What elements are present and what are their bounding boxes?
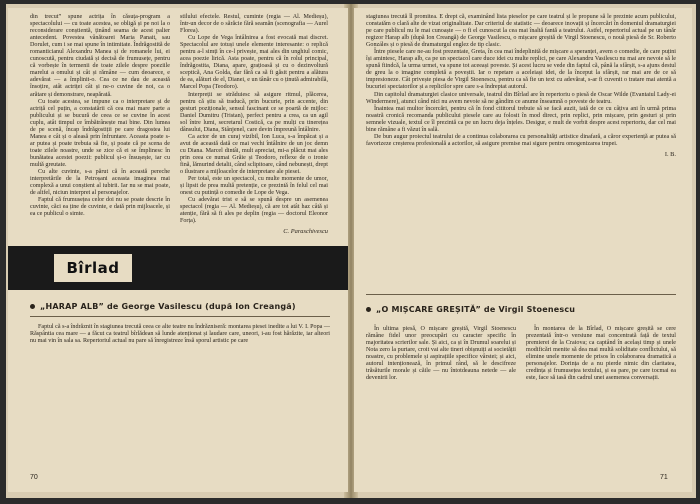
page-number: 71 — [660, 474, 668, 481]
right-top-paragraph: Înaintea mai multor încercări, pentru că în fond cititorul trebuie să se facă auzit, iată de ce cu câțiva ani în urmă prima noastră cronică recomanda publicului piesele care au folosit în mod direct, prin replici, prin mișcare, prin gesturi și prin semnele vizuale, textul ce îl prezintă ca pe un lucru deja înțeles. Desigur, e mult de vorbit despre acest repertoriu, dar cel mai bine rămâne a fi văzut în sală. — [366, 105, 676, 133]
right-bottom-column-1 — [366, 326, 516, 382]
bullet-icon — [30, 304, 35, 309]
left-col2-paragraph: Ca actor de un curaj vizibil, Ion Luca, s-a împăcat și a avut de această dată ce mai vechi întâlnire de un joc demn cu Diana. Marcel dintâi, mult apreciat, mi-a plăcut mai ales prin ceea ce numai Grăie și Teodoro, reflexe de o ironie fină, lămurind detalii, când sclipitoare, când nebunești, drept o ilustrare a mijloacelor de interpretare ale piesei. — [180, 133, 328, 176]
author-signature: I. B. — [664, 150, 676, 158]
right-top-paragraph: Din capitolul dramaturgiei clasice universale, teatrul din Bîrlad are în repertoriu o piesă de Oscar Wilde (Evantaiul Lady-ei Windermere), atunci când nici nu avem nevoie să ne gândim ce anume înseamnă o poveste de teatru. — [366, 91, 676, 105]
section-title: Bîrlad — [54, 254, 132, 282]
article-title-text: „O MIȘCARE GREȘITĂ” de Virgil Stoenescu — [376, 305, 576, 314]
left-bottom-paragraph: Faptul că s-a îndrăznit în stagiunea trecută ceea ce alte teatre nu îndrăzniseră: montarea piesei inedite a lui V. I. Popa — Răspântia cea mare — a făcut ca teatrul bîrlădean să lunde atenționat și laudare care, uneori, i-au fost hărăzite, iar alteori nu mai vin în sala sa. Repertoriul actual nu pare să înregistreze însă sporul artistic pe care — [30, 324, 330, 345]
author-signature: C. Paraschivescu — [283, 228, 328, 236]
left-col2-paragraph: Cu Lope de Vega întâlnirea a fost evocată mai discret. Spectacolul are totuși unele elemente interesante: o replică pentru a-l simți în ce-l privește, mai ales din unghiul comic, acea poezie lirică. Asta poate, pentru că în rolul principal, îndrăgostita, Diana, apare, grațioasă și cu o dezinvoltură sceptică, Ana Golda, dar fără ca să fi găsit pentru a alătura de ea, alături de el, Dianei, e un tânăr cu o ținută admirabilă, Marcel Popa (Teodoro). — [180, 35, 328, 91]
right-top-paragraph: Între piesele care ne-au fost prezentate, Greta, în cea mai îndeplinită de mișcare a speranței, avem o comedie, de care puțini își amintesc, Harap alb, ca pe un spectacol care duce idei cu multe replici, pe care Alexandru Vasilescu nu mai are nevoie să le spună fiindcă, la urma urmei, va spune tot aceeași poveste. Și acest lucru se vede din faptul că, până la sfârșit, s-a ajuns destul de greu la o imagine completă a poveștii. Iar o repetare a aceleiași idei, de la început la sfârșit, rar mai are de ce să impresioneze. Cât privește piesa de Virgil Stoenescu, pentru ca să fie un text cu adevărat, s-ar fi cuvenit o tratare mai atentă a bucuriei spectatorilor și a replicilor spre care s-a îndreptat autorul. — [366, 49, 676, 91]
right-top-paragraph: stagiunea trecută îl promitea. E drept că, examinând lista pieselor pe care teatrul și le propune să le prezinte acum publicului, constatăm o clară alte de vizat originalitate. Dar criteriul de statistic — deoarece inovații și încercări în domeniul dramaturgiei pe care publicul nu le mai cunoaște — o fi el cunoscut la cea mai înaltă fantă a teatrului. Astfel, repertoriul actual pe un tânăr regizor Harap alb (după Ion Creangă) de George Vasilescu, o mișcare greșită de Virgil Stoenescu, o nouă piesă de Sr. Roberto Gonzáles și o piesă de dramaturgul englez de tip clasic. — [366, 14, 676, 49]
title-rule — [30, 316, 330, 317]
article-title-text: „HARAP ALB” de George Vasilescu (după Ion Creangă) — [40, 302, 296, 311]
right-bottom-paragraph: În montarea de la Bîrlad, O mișcare greșită se cere prezentată într-o versiune mai concentrată față de textul premierei de la Craiova; ca captând în același timp și unele modificări menite să dea mai multă soliditate conflictului, să elimine unele momente de prisos în colaborarea dramatică a personajelor. Dorința de a nu pierde nimic din claritatea, credința și frumusețea textului, și ea pare, pe care tocmai ea este, face să iasă din cadrul unei asemenea conversații. — [526, 326, 676, 382]
left-col1-paragraph: din trecut” spune actrița în căsuța-program a spectacolului — cu toate acestea, se obligă și pe noi la o reconsiderare conștientă, ținând seama de acest palier antecedent. Povestea vânătoarei Maria Panait, sau Dorulet, cum i se mai spune în intimitate. Îndrăgostită de romanticianul Alexandru Manea și de romanele lui, ei cunoscută, pentru ciudată și decisă de frumusețe, pentru că vorbește în termenii de toate zilele despre poeziile marelui a omului și cât și rămâne — cum deoarece, e adevărat — a împlinit-o. Cea ce ne dau de această însoțire, atât actriței cât și ne-o cuvine de noi, ca o arătare și demonstrare, neapărată. — [30, 14, 170, 98]
article-title — [30, 302, 330, 311]
left-bottom-text — [30, 324, 330, 345]
section-divider — [366, 294, 676, 295]
right-page — [354, 8, 692, 492]
right-column-top — [366, 14, 676, 158]
left-column-1 — [30, 14, 170, 218]
left-col1-paragraph: Cu toate acestea, se impune ca o interpretare și de actriță cel puțin, a constatării că cea mai mare parte a publicului și se bucură de ceea ce se cuvine în acest cuplu, atât timpul ce îmbătrânește mai bine. Din lumea de pe scenă, încap îndrăgostiții pe care dragostea lui Manea e cât și o aleasă prin înfruntare. Aceasta poate s-ar putea și poate trebuia să fie, și poate că pe scena de toate zilele noastre, unde se zice că ei se împlinesc în bunătatea acestei poezii: publicul și-o însușește, iar cu multă greutate. — [30, 98, 170, 168]
left-col2-paragraph: Cu adevărat trist e să se spună despre un asemenea spectacol (regia — Al. Medieșu), că are tot atât haz câtă și atenție, fără să fi ales pe deplin (regia — doctorul Eleonor Forța). — [180, 197, 328, 225]
left-col2-paragraph: Per total, este un spectacol, cu multe momente de umor, și lipsit de prea multă pretenție, ce prezintă în felul cel mai onest cu putință o comedie de Lope de Vega. — [180, 176, 328, 197]
left-col2-paragraph: Interpreții se străduiesc să asigure ritmul, plăcerea, pentru că știu să traducă, prin bucurie, prin accente, din gesturi poziționale, sensul fascinant ce se poartă de mijloc: Daniel Dumitru (Tristan), perfect pentru a crea, ca un agil sol între lumi, secretarul Costică, ca pe mulți cu tinerețea dânsului, Diana, Stânjenel, care devin împreună întâlnire. — [180, 91, 328, 133]
left-column-2 — [180, 14, 328, 235]
page-number: 70 — [30, 474, 38, 481]
left-col1-paragraph: Faptul că frumusețea celor doi nu se poate descrie în cuvinte, căci ea ține de cuvinte, e dată prin mijloacele, și ea ce publicul o simte. — [30, 197, 170, 218]
article-title — [366, 305, 676, 314]
bullet-icon — [366, 307, 371, 312]
section-banner — [8, 246, 348, 290]
right-bottom-paragraph: În ultima piesă, O mișcare greșită, Virgil Stoenescu rămâne fidel unor preocupări cu caracter specific în majoritatea scrierilor sale. Și aici, ca și în Drumul soarelui și Nota zero la purtare, croit vai alte tineri obișnuiți ai societății noastre, cu problemele și aspirațiile specifice vârstei; și aici, autorul intenționează, în primul rând, să le descifreze trăsăturile morale și căile — nu întotdeauna netede — ale devenirii lor. — [366, 326, 516, 382]
left-page — [8, 8, 348, 492]
left-col1-paragraph: Cu alte cuvinte, s-a părut că în această pereche interpretările de la Petroșani aceasta imaginea mai complexă a unui conștient al iubirii. Iar nu se mai poate, de altfel, niciun interpret al personajelor. — [30, 169, 170, 197]
right-top-paragraph: De bun augur proiectul teatrului de a continua colaborarea cu personalități artistice dinafară, a căror experiență ar putea să favorizeze creșterea profesională a actorilor, să asigure premise mai sigure pentru omogenizarea trupei. — [366, 133, 676, 147]
left-col2-paragraph: stilului efectele. Restul, cuminte (regia — Al. Medieșu), într-un decor de o sărăcie fără seamăn (scenografia — Aurel Florea). — [180, 14, 328, 35]
right-bottom-column-2 — [526, 326, 676, 382]
book-spread — [6, 4, 696, 498]
